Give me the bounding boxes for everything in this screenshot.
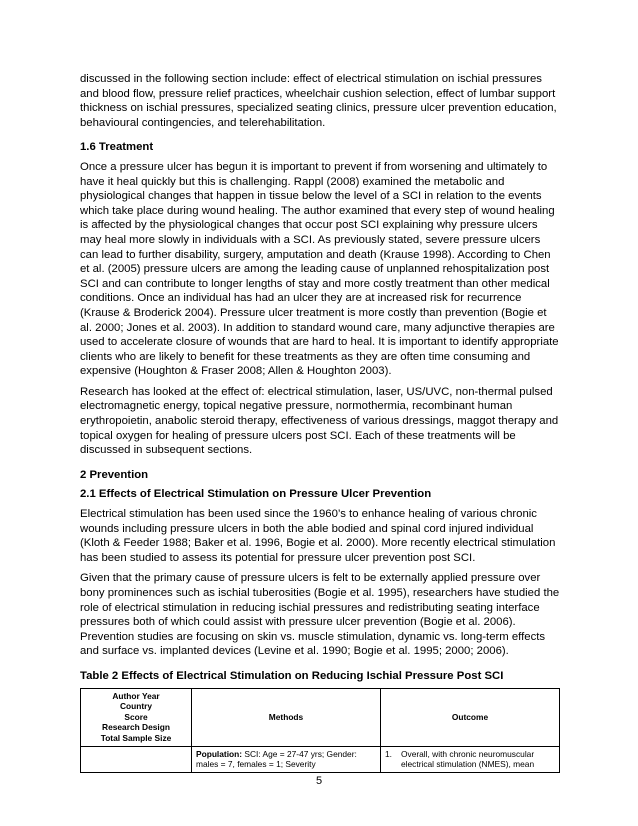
- electrical-stimulation-paragraph-2: Given that the primary cause of pressure ulcers is felt to be externally applied pressure over bony prominences such as ischial tuberosities (Bogie et al. 1995), researchers have studied the role of electrical stimulation in reducing ischial pressures and redistributing seating interface pressures both of which could assist with pressure ulcer prevention (Bogie et al. 2006). Prevention studies are focusing on skin vs. muscle stimulation, dynamic vs. long-term effects and surface vs. implanted devices (Levine et al. 1990; Bogie et al. 1995; 2000; 2006).: [80, 572, 560, 658]
- table-row: [81, 746, 560, 772]
- evidence-table: [80, 688, 560, 773]
- row-author-cell: [81, 746, 192, 772]
- methods-population-label: Population:: [196, 748, 243, 759]
- page-number: 5: [315, 775, 323, 787]
- header-score: Score: [124, 711, 148, 722]
- row-outcome-cell: [381, 746, 560, 772]
- section-heading-electrical-stimulation: 2.1 Effects of Electrical Stimulation on Pressure Ulcer Prevention: [80, 488, 432, 501]
- outcome-number: 1.: [385, 748, 392, 759]
- electrical-stimulation-paragraph-1: Electrical stimulation has been used since the 1960’s to enhance healing of various chronic wounds including pressure ulcers in both the able bodied and spinal cord injured individual (Kloth & Feeder 1988; Baker et al. 1996, Bogie et al. 2000). More recently electrical stimulation has been studied to assess its potential for pressure ulcer prevention post SCI.: [80, 508, 556, 564]
- treatment-paragraph-1: Once a pressure ulcer has begun it is important to prevent if from worsening and ultimately to have it heal quickly but this is challenging. Rappl (2008) examined the metabolic and physiological changes that happen in tissue below the level of a SCI in relation to the events which take place during wound healing. The author examined that every step of wound healing is affected by the physiological changes that occur post SCI explaining why pressure ulcers may heal more slowly in individuals with a SCI. As previously stated, severe pressure ulcers can lead to further disability, surgery, amputation and death (Krause 1998). According to Chen et al. (2005) pressure ulcers are among the leading cause of unplanned rehospitalization post SCI and can contribute to longer lengths of stay and more costly treatment than other medical conditions. Once an individual has had an ulcer they are at increased risk for recurrence (Krause & Broderick 2004). Pressure ulcer treatment is more costly than prevention (Bogie et al. 2000; Jones et al. 2003). In addition to standard wound care, many adjunctive therapies are used to accelerate closure of wounds that are hard to heal. It is important to identify appropriate clients who are likely to benefit for these treatments as they are often time consuming and expensive (Houghton & Fraser 2008; Allen & Houghton 2003).: [80, 160, 559, 378]
- section-heading-treatment: 1.6 Treatment: [80, 141, 154, 154]
- header-research-design: Research Design: [102, 722, 170, 733]
- header-author-cell: [81, 688, 192, 746]
- table-header-row: [81, 688, 560, 746]
- header-methods: Methods: [192, 688, 381, 746]
- treatment-paragraph-2: Research has looked at the effect of: electrical stimulation, laser, US/UVC, non-thermal pulsed electromagnetic energy, topical negative pressure, normothermia, recombinant human erythropoietin, anabolic steroid therapy, effectiveness of various dressings, maggot therapy and topical oxygen for healing of pressure ulcers post SCI. Each of these treatments will be discussed in subsequent sections.: [80, 385, 559, 457]
- row-methods-cell: [192, 746, 381, 772]
- outcome-item: [385, 749, 555, 770]
- header-country: Country: [119, 701, 153, 712]
- outcome-text: Overall, with chronic neuromuscular electrical stimulation (NMES), mean: [401, 748, 535, 770]
- header-sample-size: Total Sample Size: [100, 732, 172, 743]
- header-outcome: Outcome: [381, 688, 560, 746]
- header-author-year: Author Year: [112, 690, 160, 701]
- page-content: [80, 72, 560, 773]
- table-title: Table 2 Effects of Electrical Stimulation on Reducing Ischial Pressure Post SCI: [80, 669, 504, 682]
- section-heading-prevention: 2 Prevention: [80, 468, 149, 481]
- methods-population-text: SCI: Age = 27-47 yrs; Gender: males = 7, females = 1; Severity: [196, 748, 357, 770]
- intro-paragraph: discussed in the following section include: effect of electrical stimulation on ischial pressures and blood flow, pressure relief practices, wheelchair cushion selection, effect of lumbar support thickness on ischial pressures, specialized seating clinics, pressure ulcer prevention education, behavioural contingencies, and telerehabilitation.: [80, 73, 557, 129]
